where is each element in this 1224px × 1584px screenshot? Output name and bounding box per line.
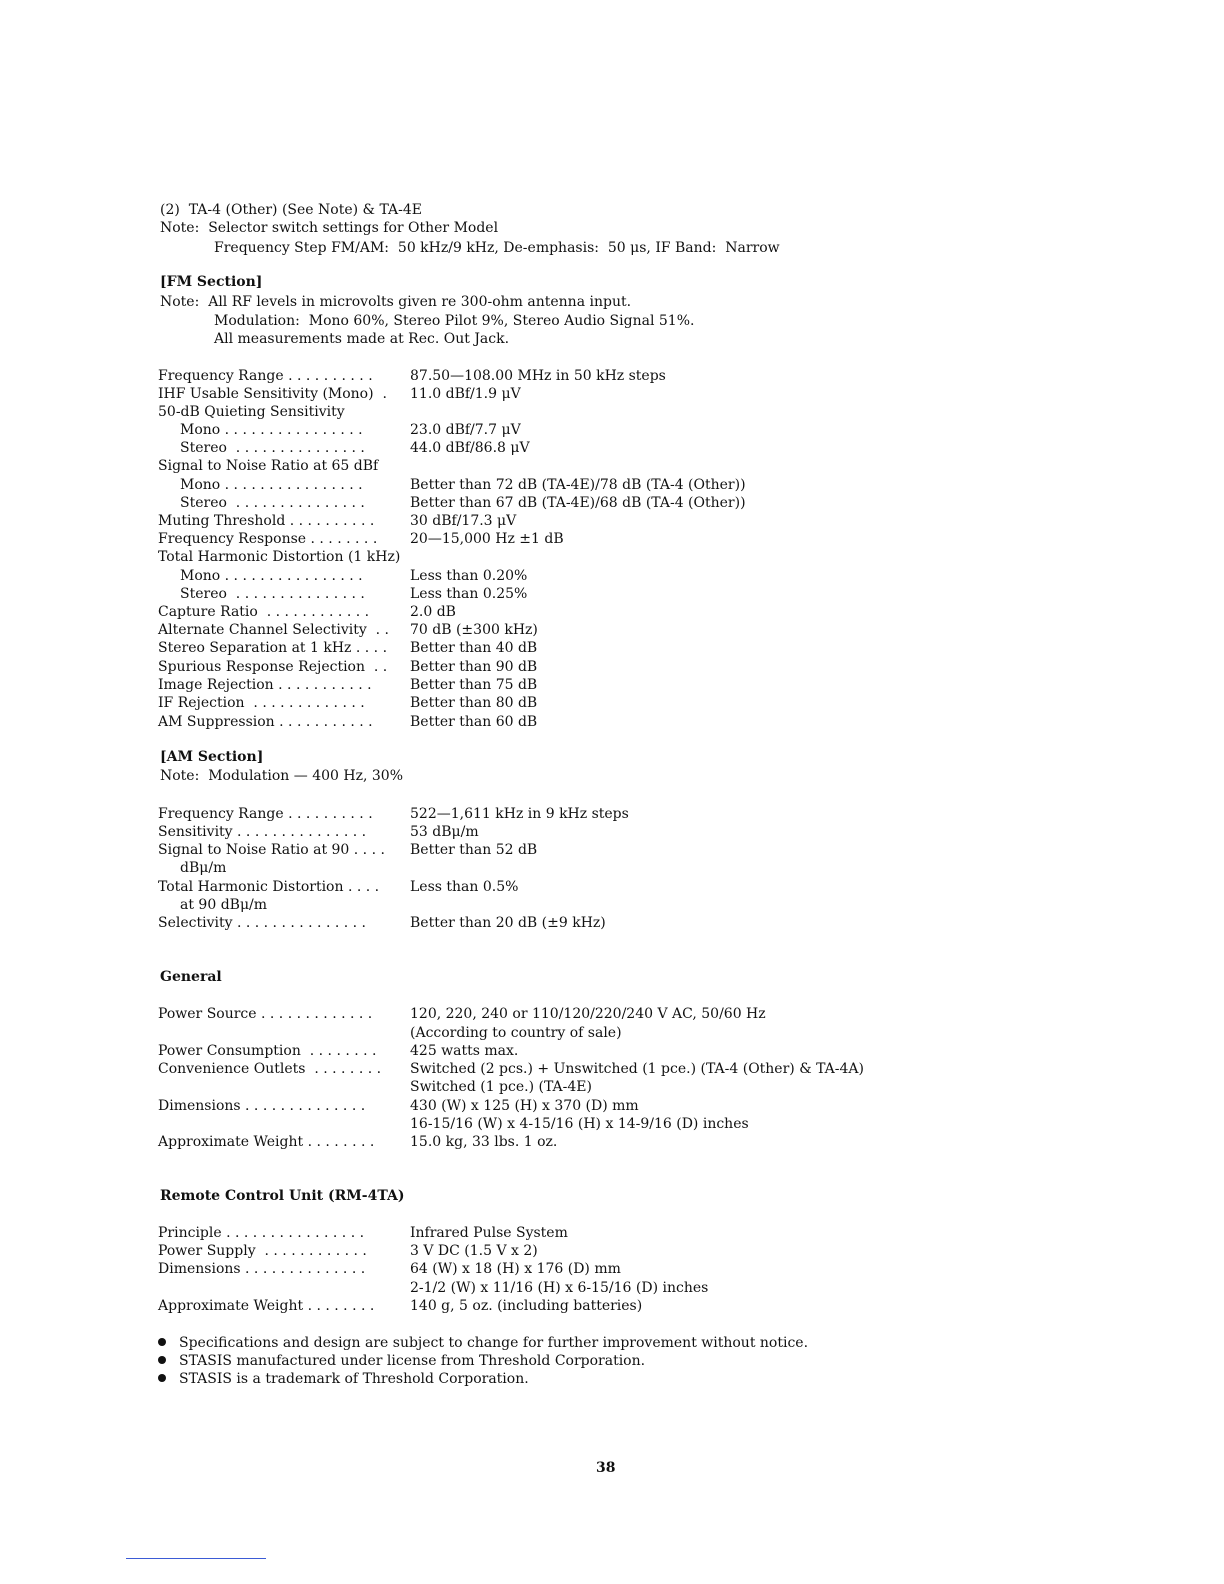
general-spec-row: Dimensions . . . . . . . . . . . . . . 430 (W) x 125 (H) x 370 (D) mm <box>158 1098 639 1114</box>
fm-spec-row: Frequency Response . . . . . . . . 20—15,000 Hz ±1 dB <box>158 531 564 547</box>
note-item: STASIS is a trademark of Threshold Corporation. <box>158 1370 529 1388</box>
fm-note-measurement: All measurements made at Rec. Out Jack. <box>214 331 510 347</box>
fm-spec-row: 50-dB Quieting Sensitivity <box>158 404 345 420</box>
am-spec-row: Sensitivity . . . . . . . . . . . . . . . 53 dBμ/m <box>158 824 479 840</box>
fm-spec-row: Mono . . . . . . . . . . . . . . . . 23.0 dBf/7.7 μV <box>180 422 521 438</box>
fm-spec-row: Spurious Response Rejection . . Better than 90 dB <box>158 659 538 675</box>
bullet-icon <box>158 1356 166 1364</box>
fm-spec-row: Mono . . . . . . . . . . . . . . . . Better than 72 dB (TA-4E)/78 dB (TA-4 (Other)) <box>180 477 746 493</box>
model-heading: (2) TA-4 (Other) (See Note) & TA-4E <box>160 202 423 218</box>
general-spec-row: Power Consumption . . . . . . . . 425 watts max. <box>158 1043 519 1059</box>
page-number: 38 <box>596 1460 616 1476</box>
general-spec-row: Convenience Outlets . . . . . . . . Switched (2 pcs.) + Unswitched (1 pce.) (TA-4 (Other) & TA-4A) <box>158 1061 865 1077</box>
general-section-title: General <box>160 969 222 985</box>
general-spec-row: Power Source . . . . . . . . . . . . . 120, 220, 240 or 110/120/220/240 V AC, 50/60 Hz <box>158 1006 766 1022</box>
fm-spec-row: Stereo . . . . . . . . . . . . . . . 44.0 dBf/86.8 μV <box>180 440 530 456</box>
fm-spec-row: Stereo . . . . . . . . . . . . . . . Better than 67 dB (TA-4E)/68 dB (TA-4 (Other)) <box>180 495 746 511</box>
fm-spec-row: Muting Threshold . . . . . . . . . . 30 dBf/17.3 μV <box>158 513 517 529</box>
selector-note-detail: Frequency Step FM/AM: 50 kHz/9 kHz, De-emphasis: 50 μs, IF Band: Narrow <box>214 240 780 256</box>
dimensions-continuation: 16-15/16 (W) x 4-15/16 (H) x 14-9/16 (D) inches <box>410 1116 749 1132</box>
bullet-icon <box>158 1338 166 1346</box>
fm-spec-row: IF Rejection . . . . . . . . . . . . . Better than 80 dB <box>158 695 538 711</box>
fm-spec-row: Stereo Separation at 1 kHz . . . . Better than 40 dB <box>158 640 538 656</box>
fm-spec-row: IHF Usable Sensitivity (Mono) . 11.0 dBf/1.9 μV <box>158 386 521 402</box>
footer-rule <box>126 1558 266 1559</box>
bullet-icon <box>158 1374 166 1382</box>
am-spec-row: Signal to Noise Ratio at 90 . . . . Better than 52 dB <box>158 842 538 858</box>
fm-spec-row: Alternate Channel Selectivity . . 70 dB (±300 kHz) <box>158 622 538 638</box>
remote-spec-row: Principle . . . . . . . . . . . . . . . . Infrared Pulse System <box>158 1225 568 1241</box>
fm-spec-row: Total Harmonic Distortion (1 kHz) <box>158 549 401 565</box>
am-spec-row: Total Harmonic Distortion . . . . Less than 0.5% <box>158 879 519 895</box>
remote-spec-row: Dimensions . . . . . . . . . . . . . . 64 (W) x 18 (H) x 176 (D) mm <box>158 1261 621 1277</box>
am-note: Note: Modulation — 400 Hz, 30% <box>160 768 403 784</box>
am-snr-continuation: dBμ/m <box>180 860 227 876</box>
remote-section-title: Remote Control Unit (RM-4TA) <box>160 1188 405 1204</box>
general-spec-row: Approximate Weight . . . . . . . . 15.0 kg, 33 lbs. 1 oz. <box>158 1134 558 1150</box>
am-thd-continuation: at 90 dBμ/m <box>180 897 268 913</box>
fm-spec-row: Signal to Noise Ratio at 65 dBf <box>158 458 379 474</box>
am-spec-row: Frequency Range . . . . . . . . . . 522—1,611 kHz in 9 kHz steps <box>158 806 629 822</box>
note-item: Specifications and design are subject to change for further improvement without notice. <box>158 1334 808 1352</box>
power-source-continuation: (According to country of sale) <box>410 1025 622 1041</box>
remote-spec-row: Power Supply . . . . . . . . . . . . 3 V DC (1.5 V x 2) <box>158 1243 538 1259</box>
fm-spec-row: AM Suppression . . . . . . . . . . . Better than 60 dB <box>158 714 538 730</box>
fm-note-modulation: Modulation: Mono 60%, Stereo Pilot 9%, Stereo Audio Signal 51%. <box>214 313 695 329</box>
am-section-title: [AM Section] <box>160 749 264 765</box>
am-spec-row: Selectivity . . . . . . . . . . . . . . . Better than 20 dB (±9 kHz) <box>158 915 606 931</box>
remote-spec-row: Approximate Weight . . . . . . . . 140 g, 5 oz. (including batteries) <box>158 1298 643 1314</box>
remote-dimensions-continuation: 2-1/2 (W) x 11/16 (H) x 6-15/16 (D) inches <box>410 1280 709 1296</box>
outlets-continuation: Switched (1 pce.) (TA-4E) <box>410 1079 592 1095</box>
fm-spec-row: Frequency Range . . . . . . . . . . 87.50—108.00 MHz in 50 kHz steps <box>158 368 666 384</box>
selector-note: Note: Selector switch settings for Other Model <box>160 220 499 236</box>
fm-note: Note: All RF levels in microvolts given re 300-ohm antenna input. <box>160 294 632 310</box>
fm-spec-row: Mono . . . . . . . . . . . . . . . . Less than 0.20% <box>180 568 528 584</box>
note-item: STASIS manufactured under license from Threshold Corporation. <box>158 1352 645 1370</box>
fm-spec-row: Stereo . . . . . . . . . . . . . . . Less than 0.25% <box>180 586 528 602</box>
fm-spec-row: Image Rejection . . . . . . . . . . . Better than 75 dB <box>158 677 538 693</box>
fm-spec-row: Capture Ratio . . . . . . . . . . . . 2.0 dB <box>158 604 456 620</box>
fm-section-title: [FM Section] <box>160 274 263 290</box>
